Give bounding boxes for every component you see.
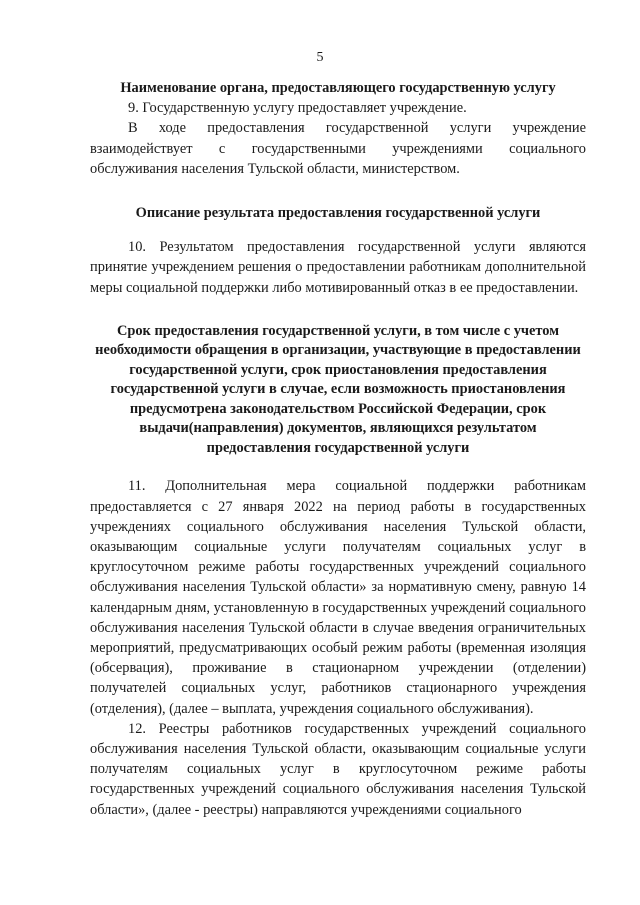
section-heading-authority: Наименование органа, предоставляющего государственную услугу: [120, 80, 556, 96]
paragraph-9: 9. Государственную услугу предоставляет учреждение.: [128, 100, 467, 117]
paragraph-10: 10. Результатом предоставления государственной услуги являются принятие учреждением решения о предоставлении работникам дополнительной меры социальной поддержки либо мотивированный отказ в ее предоставлении.: [90, 239, 586, 296]
section-spacer: [90, 458, 586, 476]
section-spacer: [90, 298, 586, 322]
document-body: [90, 78, 586, 820]
section-heading-result: Описание результата предоставления государственной услуги: [135, 205, 541, 222]
section-heading-term: Срок предоставления государственной услуги, в том числе с учетом необходимости обращения в организации, участвующие в предоставлении государственной услуги, срок приостановления предоставления государственной услуги в случае, если возможность приостановления предусмотрена законодательством Российской Федерации, срок выдачи(направления) документов, являющихся результатом предоставления государственной услуги: [95, 322, 581, 456]
paragraph-11: 11. Дополнительная мера социальной поддержки работникам предоставляется с 27 января 2022 на период работы в государственных учреждениях социального обслуживания населения Тульской области, оказывающим социальные услуги получателям социальных услуг в круглосуточном режиме работы государственных учреждений социального обслуживания населения Тульской области» за нормативную смену, равную 14 календарным дням, установленную в государственных учреждений социального обслуживания населения Тульской области в случае введения ограничительных мероприятий, предусматривающих особый режим работы (временная изоляция (обсервация), проживание в стационарном учреждении (отделении) получателей социальных услуг, работников стационарного учреждения (отделения), (далее – выплата, учреждения социального обслуживания).: [90, 478, 586, 717]
paragraph-9-interaction: В ходе предоставления государственной услуги учреждение взаимодействует с государственными учреждениями социального обслуживания населения Тульской области, министерством.: [90, 120, 586, 177]
paragraph-12: 12. Реестры работников государственных учреждений социального обслуживания населения Тульской области, оказывающим социальные услуги получателям социальных услуг в круглосуточном режиме работы государственных учреждений социального обслуживания населения Тульской области», (далее - реестры) направляются учреждениями социального: [90, 720, 586, 818]
page-number: 5: [316, 50, 324, 65]
section-spacer: [90, 179, 586, 203]
section-spacer: [90, 223, 586, 237]
